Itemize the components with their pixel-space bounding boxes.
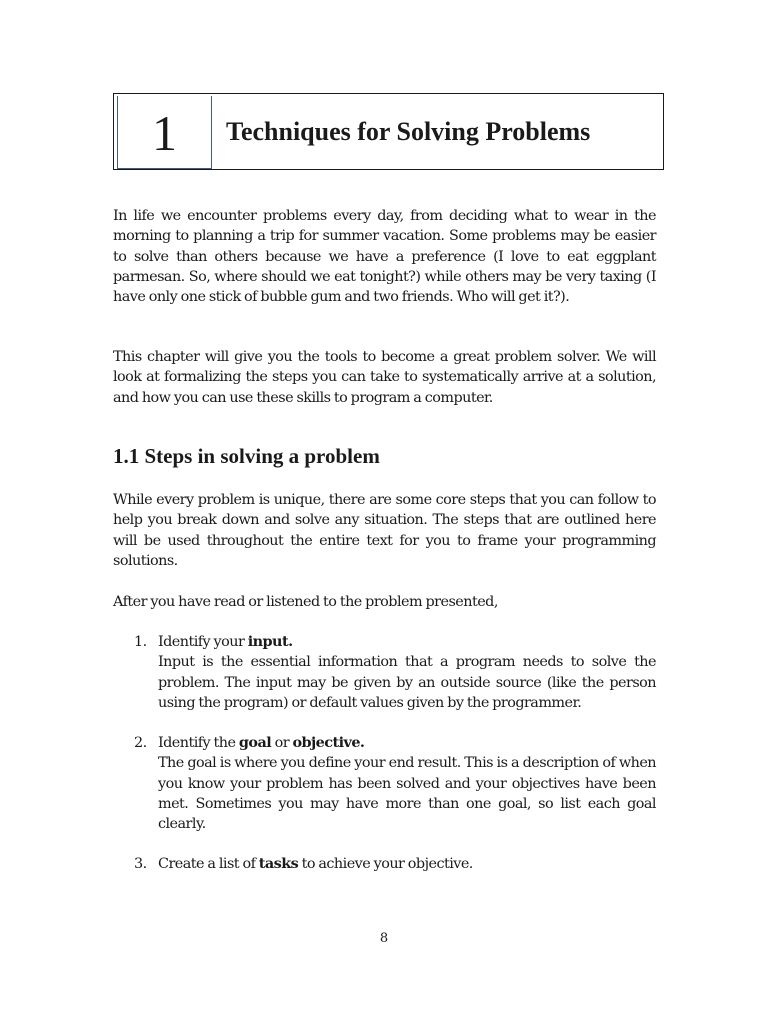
step-number: 2. xyxy=(134,735,147,751)
step-heading-connector: or xyxy=(271,735,293,751)
step-heading-text: Identify the xyxy=(158,735,239,751)
step-heading xyxy=(158,632,656,652)
step-body xyxy=(158,854,656,874)
chapter-number-box xyxy=(117,96,212,169)
step-heading-text: Create a list of xyxy=(158,856,259,872)
step-description: Input is the essential information that a program needs to solve the problem. The input may be given by an outside source (like the person using the program) or default values given by the programmer. xyxy=(158,654,656,711)
page-number: 8 xyxy=(379,931,389,946)
step-heading xyxy=(158,733,656,753)
step-body xyxy=(158,733,656,834)
intro-paragraph: In life we encounter problems every day, from deciding what to wear in the morning to planning a trip for summer vacation. Some problems may be easier to solve than others because we have a preference (I love to eat eggplant parmesan. So, where should we eat tonight?) while others may be very taxing (I have only one stick of bubble gum and two friends. Who will get it?). xyxy=(113,208,656,306)
step-heading-suffix: to achieve your objective. xyxy=(298,856,473,872)
step-keyword: input. xyxy=(247,633,293,650)
chapter-title: Techniques for Solving Problems xyxy=(226,116,591,146)
step-heading xyxy=(158,854,656,874)
step-body xyxy=(158,632,656,713)
step-heading-text: Identify your xyxy=(158,634,248,650)
step-keyword: objective. xyxy=(292,734,365,751)
step-number: 3. xyxy=(134,856,147,872)
steps-lead-in: After you have read or listened to the problem presented, xyxy=(113,594,498,610)
step-description: The goal is where you define your end result. This is a description of when you know your problem has been solved and your objectives have been met. Sometimes you may have more than one goal, so list each goal clearly. xyxy=(158,755,656,833)
step-number: 1. xyxy=(134,634,147,650)
chapter-header-box xyxy=(113,93,664,170)
section-heading: 1.1 Steps in solving a problem xyxy=(113,444,380,468)
chapter-number: 1 xyxy=(152,105,177,161)
step-keyword: goal xyxy=(238,734,272,751)
chapter-overview-paragraph: This chapter will give you the tools to become a great problem solver. We will look at formalizing the steps you can take to systematically arrive at a solution, and how you can use these skills to program a computer. xyxy=(113,349,656,406)
step-keyword: tasks xyxy=(258,855,299,872)
section-intro-paragraph: While every problem is unique, there are some core steps that you can follow to help you break down and solve any situation. The steps that are outlined here will be used throughout the entire text for you to frame your programming solutions. xyxy=(113,492,656,569)
